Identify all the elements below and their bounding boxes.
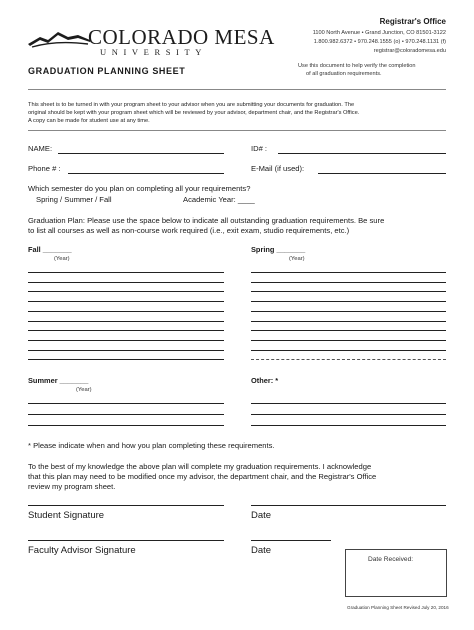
- writing-line[interactable]: [28, 425, 224, 426]
- name-field[interactable]: [58, 153, 224, 154]
- writing-line[interactable]: [28, 403, 224, 404]
- student-signature-line[interactable]: [28, 505, 224, 506]
- writing-line[interactable]: [28, 321, 224, 322]
- student-date-line[interactable]: [251, 505, 446, 506]
- writing-line[interactable]: [251, 340, 446, 341]
- intro-text: original should be kept with your program sheet which will be reviewed by your advisor, department chair, and the Registrar's Office.: [28, 110, 360, 116]
- writing-line[interactable]: [251, 350, 446, 351]
- writing-line[interactable]: [28, 340, 224, 341]
- fall-heading: Fall _______: [28, 245, 72, 254]
- plan-instructions: to list all courses as well as non-course work required (i.e., exit exam, studio requirements, etc.): [28, 226, 350, 235]
- acknowledgement: To the best of my knowledge the above plan will complete my graduation requirements. I acknowledge: [28, 462, 372, 471]
- page-title: GRADUATION PLANNING SHEET: [28, 66, 186, 76]
- student-date-label: Date: [251, 510, 272, 521]
- faculty-date-label: Date: [251, 545, 272, 556]
- acknowledgement: review my program sheet.: [28, 482, 116, 491]
- writing-line[interactable]: [28, 291, 224, 292]
- divider: [28, 89, 446, 90]
- footnote: * Please indicate when and how you plan completing these requirements.: [28, 441, 275, 450]
- summer-heading: Summer _______: [28, 376, 89, 385]
- other-heading: Other: *: [251, 376, 279, 385]
- semester-question: Which semester do you plan on completing all your requirements?: [28, 184, 251, 193]
- writing-line[interactable]: [251, 414, 446, 415]
- writing-line[interactable]: [251, 311, 446, 312]
- divider: [28, 130, 446, 131]
- faculty-date-line[interactable]: [251, 540, 331, 541]
- office-name: Registrar's Office: [379, 17, 446, 26]
- phone-label: Phone # :: [28, 164, 61, 173]
- student-signature-label: Student Signature: [28, 510, 105, 521]
- title-note: Use this document to help verify the completion: [298, 63, 416, 69]
- writing-line[interactable]: [251, 272, 446, 273]
- writing-line[interactable]: [28, 359, 224, 360]
- writing-line[interactable]: [251, 403, 446, 404]
- writing-line[interactable]: [28, 414, 224, 415]
- mesa-logo-icon: [26, 28, 92, 50]
- address-line: 1100 North Avenue • Grand Junction, CO 81501-3122: [312, 30, 446, 36]
- phone-line: 1.800.982.6372 • 970.248.1555 (o) • 970.248.1131 (f): [313, 39, 446, 45]
- title-note: of all graduation requirements.: [306, 71, 382, 77]
- logo-subtext: UNIVERSITY: [100, 47, 207, 57]
- email-line: registrar@coloradomesa.edu: [373, 48, 446, 54]
- footer-revision: Graduation Planning Sheet Revised July 20, 2016: [347, 605, 449, 610]
- plan-instructions: Graduation Plan: Please use the space below to indicate all outstanding graduation requirements. Be sure: [28, 216, 385, 225]
- fall-year-label: (Year): [54, 256, 70, 262]
- email-field[interactable]: [318, 173, 446, 174]
- faculty-signature-line[interactable]: [28, 540, 224, 541]
- writing-line[interactable]: [251, 330, 446, 331]
- id-label: ID# :: [251, 144, 268, 153]
- date-received-label: Date Received:: [368, 556, 414, 563]
- writing-line[interactable]: [28, 272, 224, 273]
- email-label: E-Mail (if used):: [251, 164, 305, 173]
- writing-line[interactable]: [28, 311, 224, 312]
- writing-line[interactable]: [251, 425, 446, 426]
- intro-text: A copy can be made for student use at any time.: [28, 118, 150, 124]
- intro-text: This sheet is to be turned in with your program sheet to your advisor when you are submitting your documents for graduation. The: [28, 102, 355, 108]
- spring-heading: Spring _______: [251, 245, 306, 254]
- summer-year-label: (Year): [76, 387, 92, 393]
- name-label: NAME:: [28, 144, 53, 153]
- logo-text: COLORADO MESA: [88, 25, 275, 49]
- writing-line[interactable]: [28, 301, 224, 302]
- writing-line[interactable]: [28, 330, 224, 331]
- academic-year[interactable]: Academic Year: ____: [183, 195, 255, 204]
- writing-line[interactable]: [251, 282, 446, 283]
- faculty-signature-label: Faculty Advisor Signature: [28, 545, 136, 556]
- writing-line[interactable]: [251, 321, 446, 322]
- semester-options[interactable]: Spring / Summer / Fall: [36, 195, 112, 204]
- id-field[interactable]: [278, 153, 446, 154]
- acknowledgement: that this plan may need to be modified once my advisor, the department chair, and the Registrar's Office: [28, 472, 377, 481]
- writing-line[interactable]: [251, 301, 446, 302]
- writing-line[interactable]: [251, 291, 446, 292]
- spring-year-label: (Year): [289, 256, 305, 262]
- phone-field[interactable]: [68, 173, 224, 174]
- writing-line[interactable]: [251, 359, 446, 360]
- writing-line[interactable]: [28, 350, 224, 351]
- writing-line[interactable]: [28, 282, 224, 283]
